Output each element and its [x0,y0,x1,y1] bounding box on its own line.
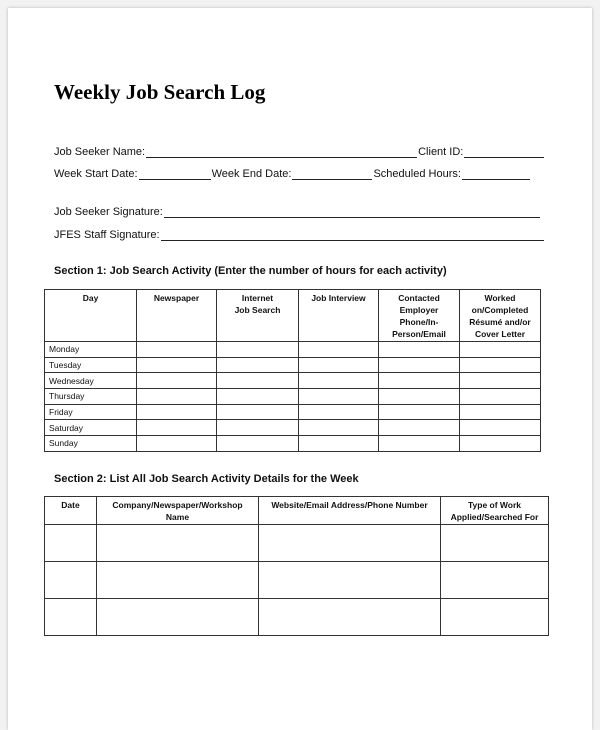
activity-col-header-line: Contacted [398,293,440,303]
table-row [45,436,541,452]
details-cell[interactable] [97,599,259,636]
activity-col-header-line: on/Completed [471,305,529,315]
client-id-label: Client ID: [418,146,464,158]
table-row [45,404,541,420]
table-row [45,373,541,389]
hours-cell[interactable] [299,373,379,389]
table-row [45,562,549,599]
day-label: Wednesday [45,373,137,389]
hours-cell[interactable] [299,357,379,373]
hours-cell[interactable] [460,357,541,373]
details-cell[interactable] [259,562,441,599]
hours-cell[interactable] [460,420,541,436]
week-end-date-label: Week End Date: [211,168,292,180]
hours-cell[interactable] [460,389,541,405]
job-search-details-table [44,496,549,636]
hours-cell[interactable] [217,357,299,373]
details-cell[interactable] [259,525,441,562]
table-row [45,357,541,373]
activity-col-header-line: Phone/In- [399,317,439,327]
hours-cell[interactable] [460,342,541,358]
details-cell[interactable] [45,599,97,636]
details-col-header-line: Applied/Searched For [450,512,539,522]
hours-cell[interactable] [217,436,299,452]
scheduled-hours-field[interactable] [462,168,530,180]
day-label: Sunday [45,436,137,452]
activity-col-header-line: Job Interview [311,293,366,303]
details-cell[interactable] [441,525,549,562]
hours-cell[interactable] [379,389,460,405]
day-label: Monday [45,342,137,358]
activity-col-header-line: Day [82,293,99,303]
week-dates-row [54,168,531,180]
hours-cell[interactable] [137,404,217,420]
name-client-row [54,146,545,158]
details-col-header-line: Company/Newspaper/Workshop [112,500,243,510]
table-row [45,389,541,405]
week-start-date-label: Week Start Date: [54,168,138,180]
activity-col-header [217,290,299,342]
details-col-header [441,497,549,525]
client-id-field[interactable] [464,146,544,158]
hours-cell[interactable] [379,436,460,452]
details-col-header-line: Type of Work [467,500,522,510]
jfes-staff-signature-label: JFES Staff Signature: [54,229,160,241]
hours-cell[interactable] [217,342,299,358]
hours-cell[interactable] [217,389,299,405]
activity-col-header-line: Internet [241,293,274,303]
table-header-row [45,497,549,525]
activity-col-header [299,290,379,342]
hours-cell[interactable] [460,404,541,420]
table-row [45,525,549,562]
details-col-header [45,497,97,525]
activity-col-header-line: Worked [484,293,516,303]
details-cell[interactable] [259,599,441,636]
week-start-date-field[interactable] [139,168,211,180]
details-cell[interactable] [97,525,259,562]
hours-cell[interactable] [137,342,217,358]
details-cell[interactable] [45,525,97,562]
job-seeker-signature-row [54,206,541,218]
hours-cell[interactable] [299,389,379,405]
day-label: Thursday [45,389,137,405]
hours-cell[interactable] [379,404,460,420]
hours-cell[interactable] [299,436,379,452]
job-seeker-signature-field[interactable] [164,206,540,218]
details-cell[interactable] [441,599,549,636]
document-title: Weekly Job Search Log [54,80,266,104]
hours-cell[interactable] [379,420,460,436]
activity-col-header-line: Résumé and/or [469,317,531,327]
details-cell[interactable] [45,562,97,599]
day-label: Tuesday [45,357,137,373]
hours-cell[interactable] [299,342,379,358]
hours-cell[interactable] [217,373,299,389]
day-label: Friday [45,404,137,420]
hours-cell[interactable] [379,373,460,389]
hours-cell[interactable] [137,436,217,452]
hours-cell[interactable] [299,420,379,436]
hours-cell[interactable] [137,357,217,373]
hours-cell[interactable] [137,420,217,436]
activity-col-header [137,290,217,342]
table-row [45,420,541,436]
activity-col-header-line: Newspaper [153,293,200,303]
activity-col-header-line: Employer [399,305,439,315]
activity-col-header-line: Person/Email [392,329,446,339]
hours-cell[interactable] [460,373,541,389]
hours-cell[interactable] [137,389,217,405]
details-col-header-line: Date [61,500,80,510]
hours-cell[interactable] [137,373,217,389]
hours-cell[interactable] [379,357,460,373]
day-label: Saturday [45,420,137,436]
details-cell[interactable] [97,562,259,599]
activity-col-header-line: Cover Letter [474,329,526,339]
details-col-header-line: Website/Email Address/Phone Number [271,500,428,510]
activity-col-header [45,290,137,342]
jfes-staff-signature-field[interactable] [161,229,544,241]
job-seeker-name-field[interactable] [146,146,417,158]
hours-cell[interactable] [217,404,299,420]
table-row [45,342,541,358]
activity-col-header [460,290,541,342]
details-cell[interactable] [441,562,549,599]
job-search-activity-table [44,289,541,452]
details-col-header-line: Name [165,512,190,522]
jfes-staff-signature-row [54,229,545,241]
job-seeker-signature-label: Job Seeker Signature: [54,206,163,218]
section1-title: Section 1: Job Search Activity (Enter the number of hours for each activity) [54,265,447,277]
hours-cell[interactable] [379,342,460,358]
activity-col-header [379,290,460,342]
job-seeker-name-label: Job Seeker Name: [54,146,146,158]
details-col-header [97,497,259,525]
table-row [45,599,549,636]
table-header-row [45,290,541,342]
hours-cell[interactable] [299,404,379,420]
activity-col-header-line: Job Search [234,305,281,315]
details-col-header [259,497,441,525]
hours-cell[interactable] [217,420,299,436]
scheduled-hours-label: Scheduled Hours: [373,168,461,180]
week-end-date-field[interactable] [292,168,372,180]
section2-title: Section 2: List All Job Search Activity Details for the Week [54,473,359,485]
hours-cell[interactable] [460,436,541,452]
